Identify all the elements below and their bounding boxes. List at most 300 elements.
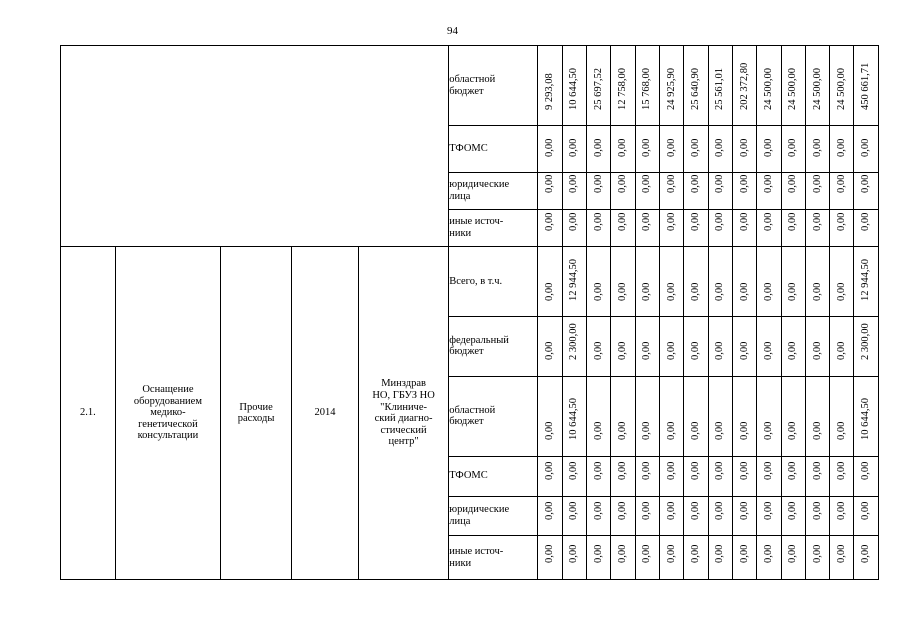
value-cell bbox=[732, 496, 756, 536]
value-text: 25 561,01 bbox=[714, 67, 726, 110]
value-cell bbox=[708, 126, 732, 173]
funding-source-cell bbox=[449, 496, 538, 536]
value-text: 0,00 bbox=[811, 461, 823, 480]
funding-source-cell bbox=[449, 456, 538, 496]
value-cell bbox=[805, 317, 829, 376]
value-cell bbox=[830, 247, 854, 317]
value-cell bbox=[611, 209, 635, 247]
value-text: 0,00 bbox=[787, 174, 799, 194]
value-cell bbox=[684, 247, 708, 317]
value-text: 0,00 bbox=[592, 212, 604, 231]
value-text: 0,00 bbox=[641, 501, 653, 520]
value-cell bbox=[854, 317, 879, 376]
value-cell bbox=[781, 46, 805, 126]
value-text: 0,00 bbox=[787, 212, 799, 231]
value-text: 0,00 bbox=[690, 545, 702, 564]
value-cell bbox=[538, 536, 562, 580]
value-text: 10 644,50 bbox=[860, 398, 872, 441]
value-cell bbox=[757, 456, 781, 496]
value-text: 24 500,00 bbox=[811, 67, 823, 110]
value-text: 0,00 bbox=[665, 212, 677, 231]
value-text: 0,00 bbox=[690, 341, 702, 361]
value-text: 0,00 bbox=[836, 461, 848, 480]
value-text: 0,00 bbox=[665, 138, 677, 157]
value-cell bbox=[635, 536, 659, 580]
value-cell bbox=[830, 209, 854, 247]
value-text: 0,00 bbox=[763, 212, 775, 231]
value-cell bbox=[659, 496, 683, 536]
value-text: 0,00 bbox=[568, 461, 580, 480]
value-cell bbox=[587, 209, 611, 247]
value-cell bbox=[781, 317, 805, 376]
value-cell bbox=[611, 247, 635, 317]
value-cell bbox=[538, 209, 562, 247]
value-text: 0,00 bbox=[836, 138, 848, 157]
value-cell bbox=[805, 536, 829, 580]
expense-type: Прочие расходы bbox=[237, 401, 275, 425]
funding-source: юридические лица bbox=[449, 179, 510, 202]
value-text: 0,00 bbox=[617, 501, 629, 520]
value-cell bbox=[538, 317, 562, 376]
value-cell bbox=[538, 496, 562, 536]
value-cell bbox=[611, 317, 635, 376]
item-number: 2.1. bbox=[79, 407, 96, 419]
funding-source-cell bbox=[449, 209, 538, 247]
value-text: 0,00 bbox=[714, 212, 726, 231]
value-cell bbox=[757, 317, 781, 376]
value-text: 0,00 bbox=[690, 212, 702, 231]
value-text: 0,00 bbox=[738, 212, 750, 231]
value-text: 0,00 bbox=[690, 282, 702, 301]
value-cell bbox=[635, 456, 659, 496]
value-cell bbox=[562, 456, 586, 496]
value-cell bbox=[659, 173, 683, 210]
value-text: 0,00 bbox=[714, 174, 726, 194]
value-cell bbox=[854, 247, 879, 317]
value-text: 0,00 bbox=[568, 501, 580, 520]
value-cell bbox=[659, 209, 683, 247]
value-text: 0,00 bbox=[714, 545, 726, 564]
value-text: 0,00 bbox=[617, 282, 629, 301]
value-text: 0,00 bbox=[763, 138, 775, 157]
funding-source-cell bbox=[449, 173, 538, 210]
continued-merged-cell bbox=[61, 46, 449, 247]
value-cell bbox=[732, 317, 756, 376]
value-cell bbox=[635, 126, 659, 173]
value-text: 0,00 bbox=[592, 421, 604, 441]
value-cell bbox=[805, 173, 829, 210]
value-cell bbox=[781, 173, 805, 210]
value-cell bbox=[708, 173, 732, 210]
value-text: 0,00 bbox=[665, 341, 677, 361]
funding-source: областной бюджет bbox=[449, 404, 496, 428]
value-text: 0,00 bbox=[690, 461, 702, 480]
value-text: 0,00 bbox=[860, 461, 872, 480]
value-cell bbox=[830, 173, 854, 210]
value-text: 0,00 bbox=[665, 282, 677, 301]
value-text: 0,00 bbox=[641, 212, 653, 231]
value-text: 202 372,80 bbox=[738, 62, 750, 110]
value-cell bbox=[830, 46, 854, 126]
value-cell bbox=[659, 317, 683, 376]
value-text: 24 925,90 bbox=[665, 67, 677, 110]
value-text: 0,00 bbox=[811, 212, 823, 231]
value-cell bbox=[684, 456, 708, 496]
value-cell bbox=[635, 209, 659, 247]
value-cell bbox=[611, 456, 635, 496]
value-text: 0,00 bbox=[763, 282, 775, 301]
value-text: 0,00 bbox=[714, 501, 726, 520]
value-cell bbox=[538, 173, 562, 210]
funding-source: Всего, в т.ч. bbox=[449, 275, 503, 287]
value-cell bbox=[635, 376, 659, 456]
item-year: 2014 bbox=[314, 407, 336, 419]
value-cell bbox=[732, 456, 756, 496]
value-cell bbox=[659, 536, 683, 580]
funding-source: областной бюджет bbox=[449, 74, 496, 97]
value-cell bbox=[611, 376, 635, 456]
executor: Минздрав НО, ГБУЗ НО "Клиниче- ский диагно- стический центр" bbox=[372, 378, 435, 448]
value-cell bbox=[538, 247, 562, 317]
funding-source-cell bbox=[449, 376, 538, 456]
value-text: 0,00 bbox=[738, 501, 750, 520]
value-cell bbox=[562, 46, 586, 126]
value-cell bbox=[635, 317, 659, 376]
value-cell bbox=[587, 456, 611, 496]
value-cell bbox=[587, 173, 611, 210]
value-text: 0,00 bbox=[738, 174, 750, 194]
value-cell bbox=[854, 456, 879, 496]
value-text: 0,00 bbox=[738, 138, 750, 157]
value-text: 0,00 bbox=[714, 421, 726, 441]
value-text: 10 644,50 bbox=[568, 67, 580, 110]
value-text: 0,00 bbox=[836, 501, 848, 520]
value-text: 0,00 bbox=[860, 138, 872, 157]
value-text: 0,00 bbox=[641, 282, 653, 301]
value-cell bbox=[562, 126, 586, 173]
value-cell bbox=[805, 456, 829, 496]
value-cell bbox=[732, 173, 756, 210]
value-text: 0,00 bbox=[665, 461, 677, 480]
item-year-cell bbox=[292, 247, 359, 580]
value-cell bbox=[659, 46, 683, 126]
value-text: 0,00 bbox=[544, 282, 556, 301]
value-cell bbox=[854, 496, 879, 536]
funding-source-cell bbox=[449, 247, 538, 317]
value-text: 15 768,00 bbox=[641, 67, 653, 110]
funding-source: ТФОМС bbox=[449, 143, 488, 155]
value-text: 0,00 bbox=[860, 174, 872, 194]
value-text: 2 300,00 bbox=[860, 323, 872, 361]
value-cell bbox=[635, 247, 659, 317]
funding-source-cell bbox=[449, 126, 538, 173]
value-cell bbox=[611, 173, 635, 210]
value-cell bbox=[805, 46, 829, 126]
value-cell bbox=[708, 536, 732, 580]
value-cell bbox=[708, 46, 732, 126]
value-cell bbox=[562, 536, 586, 580]
value-cell bbox=[587, 46, 611, 126]
value-cell bbox=[830, 456, 854, 496]
value-text: 0,00 bbox=[641, 174, 653, 194]
value-cell bbox=[587, 496, 611, 536]
value-cell bbox=[538, 376, 562, 456]
value-text: 0,00 bbox=[690, 421, 702, 441]
value-text: 0,00 bbox=[738, 341, 750, 361]
value-text: 0,00 bbox=[641, 421, 653, 441]
value-text: 0,00 bbox=[738, 545, 750, 564]
value-text: 0,00 bbox=[811, 545, 823, 564]
value-cell bbox=[757, 536, 781, 580]
value-text: 0,00 bbox=[836, 212, 848, 231]
value-text: 0,00 bbox=[544, 545, 556, 564]
funding-source: федеральный бюджет bbox=[449, 334, 509, 358]
value-text: 0,00 bbox=[641, 545, 653, 564]
value-cell bbox=[757, 126, 781, 173]
value-text: 2 300,00 bbox=[568, 323, 580, 361]
value-text: 0,00 bbox=[811, 282, 823, 301]
value-cell bbox=[684, 496, 708, 536]
value-cell bbox=[587, 317, 611, 376]
value-cell bbox=[781, 247, 805, 317]
value-text: 25 640,90 bbox=[690, 67, 702, 110]
value-cell bbox=[708, 496, 732, 536]
value-cell bbox=[684, 126, 708, 173]
value-text: 12 758,00 bbox=[617, 67, 629, 110]
value-cell bbox=[562, 173, 586, 210]
funding-source-cell bbox=[449, 317, 538, 376]
executor-cell bbox=[358, 247, 448, 580]
value-cell bbox=[854, 209, 879, 247]
value-text: 0,00 bbox=[763, 174, 775, 194]
value-cell bbox=[854, 536, 879, 580]
value-text: 0,00 bbox=[665, 174, 677, 194]
value-text: 12 944,50 bbox=[860, 258, 872, 301]
value-cell bbox=[830, 536, 854, 580]
value-text: 0,00 bbox=[617, 174, 629, 194]
value-text: 0,00 bbox=[665, 501, 677, 520]
value-text: 0,00 bbox=[860, 212, 872, 231]
value-cell bbox=[708, 456, 732, 496]
value-cell bbox=[538, 126, 562, 173]
value-cell bbox=[805, 126, 829, 173]
value-text: 0,00 bbox=[811, 341, 823, 361]
value-text: 450 661,71 bbox=[860, 62, 872, 110]
table-row bbox=[61, 46, 879, 126]
funding-table bbox=[60, 45, 879, 580]
value-cell bbox=[757, 173, 781, 210]
value-text: 0,00 bbox=[714, 282, 726, 301]
value-cell bbox=[781, 496, 805, 536]
value-cell bbox=[587, 376, 611, 456]
item-name: Оснащение оборудованием медико- генетической консультации bbox=[133, 384, 202, 442]
value-text: 0,00 bbox=[592, 282, 604, 301]
funding-source: ТФОМС bbox=[449, 470, 488, 482]
value-cell bbox=[562, 247, 586, 317]
value-cell bbox=[659, 126, 683, 173]
value-cell bbox=[635, 173, 659, 210]
value-cell bbox=[732, 536, 756, 580]
item-number-cell bbox=[61, 247, 116, 580]
value-text: 24 500,00 bbox=[836, 67, 848, 110]
value-cell bbox=[708, 317, 732, 376]
value-text: 0,00 bbox=[641, 461, 653, 480]
value-text: 0,00 bbox=[592, 138, 604, 157]
value-cell bbox=[562, 209, 586, 247]
value-text: 0,00 bbox=[617, 545, 629, 564]
value-text: 0,00 bbox=[665, 421, 677, 441]
value-text: 12 944,50 bbox=[568, 258, 580, 301]
value-cell bbox=[854, 173, 879, 210]
value-text: 0,00 bbox=[544, 174, 556, 194]
value-cell bbox=[830, 126, 854, 173]
value-text: 0,00 bbox=[811, 174, 823, 194]
value-text: 25 697,52 bbox=[592, 67, 604, 110]
value-text: 0,00 bbox=[568, 138, 580, 157]
value-cell bbox=[805, 209, 829, 247]
value-text: 0,00 bbox=[544, 212, 556, 231]
value-text: 0,00 bbox=[544, 421, 556, 441]
value-text: 0,00 bbox=[738, 282, 750, 301]
value-text: 0,00 bbox=[738, 421, 750, 441]
value-text: 24 500,00 bbox=[787, 67, 799, 110]
value-cell bbox=[708, 209, 732, 247]
value-text: 10 644,50 bbox=[568, 398, 580, 441]
value-text: 0,00 bbox=[568, 545, 580, 564]
value-cell bbox=[805, 496, 829, 536]
value-text: 0,00 bbox=[617, 138, 629, 157]
value-cell bbox=[732, 247, 756, 317]
funding-source: иные источ- ники bbox=[449, 546, 504, 569]
value-cell bbox=[830, 317, 854, 376]
value-text: 0,00 bbox=[714, 138, 726, 157]
value-text: 0,00 bbox=[836, 174, 848, 194]
value-cell bbox=[757, 209, 781, 247]
value-cell bbox=[854, 376, 879, 456]
funding-source-cell bbox=[449, 536, 538, 580]
value-text: 0,00 bbox=[860, 501, 872, 520]
value-text: 0,00 bbox=[690, 174, 702, 194]
value-text: 0,00 bbox=[763, 421, 775, 441]
value-cell bbox=[757, 46, 781, 126]
value-cell bbox=[635, 496, 659, 536]
value-cell bbox=[562, 376, 586, 456]
value-text: 0,00 bbox=[738, 461, 750, 480]
value-cell bbox=[708, 376, 732, 456]
value-text: 0,00 bbox=[811, 501, 823, 520]
value-text: 0,00 bbox=[568, 212, 580, 231]
value-cell bbox=[538, 46, 562, 126]
value-text: 0,00 bbox=[787, 341, 799, 361]
value-text: 0,00 bbox=[763, 461, 775, 480]
page-number: 94 bbox=[447, 25, 458, 37]
value-cell bbox=[659, 247, 683, 317]
value-cell bbox=[562, 496, 586, 536]
value-cell bbox=[684, 317, 708, 376]
value-text: 0,00 bbox=[763, 545, 775, 564]
funding-source: юридические лица bbox=[449, 504, 510, 527]
value-cell bbox=[781, 126, 805, 173]
value-cell bbox=[732, 46, 756, 126]
funding-source: иные источ- ники bbox=[449, 216, 504, 239]
value-text: 0,00 bbox=[617, 461, 629, 480]
value-text: 0,00 bbox=[544, 461, 556, 480]
value-text: 0,00 bbox=[836, 421, 848, 441]
value-text: 0,00 bbox=[592, 501, 604, 520]
value-text: 0,00 bbox=[665, 545, 677, 564]
value-text: 0,00 bbox=[836, 282, 848, 301]
funding-source-cell bbox=[449, 46, 538, 126]
value-text: 0,00 bbox=[568, 174, 580, 194]
value-text: 0,00 bbox=[544, 501, 556, 520]
value-cell bbox=[635, 46, 659, 126]
value-cell bbox=[781, 376, 805, 456]
value-text: 0,00 bbox=[787, 138, 799, 157]
value-text: 0,00 bbox=[592, 545, 604, 564]
value-cell bbox=[684, 536, 708, 580]
value-text: 0,00 bbox=[763, 341, 775, 361]
value-cell bbox=[757, 376, 781, 456]
value-text: 0,00 bbox=[787, 501, 799, 520]
value-text: 0,00 bbox=[641, 138, 653, 157]
item-name-cell bbox=[115, 247, 220, 580]
value-cell bbox=[538, 456, 562, 496]
value-text: 0,00 bbox=[690, 138, 702, 157]
value-text: 0,00 bbox=[544, 138, 556, 157]
value-cell bbox=[854, 46, 879, 126]
value-text: 0,00 bbox=[836, 341, 848, 361]
value-cell bbox=[805, 247, 829, 317]
value-text: 0,00 bbox=[592, 461, 604, 480]
value-text: 0,00 bbox=[787, 421, 799, 441]
value-text: 0,00 bbox=[811, 138, 823, 157]
value-text: 0,00 bbox=[714, 461, 726, 480]
value-text: 0,00 bbox=[714, 341, 726, 361]
value-cell bbox=[587, 126, 611, 173]
value-cell bbox=[854, 126, 879, 173]
value-cell bbox=[659, 376, 683, 456]
value-cell bbox=[684, 173, 708, 210]
value-text: 0,00 bbox=[836, 545, 848, 564]
value-cell bbox=[708, 247, 732, 317]
value-cell bbox=[732, 376, 756, 456]
value-cell bbox=[757, 247, 781, 317]
value-cell bbox=[611, 496, 635, 536]
value-cell bbox=[684, 46, 708, 126]
table-row bbox=[61, 247, 879, 317]
value-cell bbox=[757, 496, 781, 536]
value-text: 0,00 bbox=[617, 341, 629, 361]
value-cell bbox=[659, 456, 683, 496]
value-cell bbox=[830, 496, 854, 536]
value-text: 0,00 bbox=[544, 341, 556, 361]
value-text: 0,00 bbox=[641, 341, 653, 361]
value-text: 0,00 bbox=[617, 421, 629, 441]
value-cell bbox=[587, 247, 611, 317]
value-cell bbox=[781, 209, 805, 247]
value-cell bbox=[830, 376, 854, 456]
value-text: 0,00 bbox=[811, 421, 823, 441]
value-cell bbox=[732, 126, 756, 173]
value-text: 0,00 bbox=[860, 545, 872, 564]
value-text: 0,00 bbox=[592, 174, 604, 194]
value-text: 0,00 bbox=[787, 461, 799, 480]
value-cell bbox=[587, 536, 611, 580]
expense-type-cell bbox=[221, 247, 292, 580]
value-cell bbox=[562, 317, 586, 376]
value-cell bbox=[684, 209, 708, 247]
value-text: 0,00 bbox=[617, 212, 629, 231]
